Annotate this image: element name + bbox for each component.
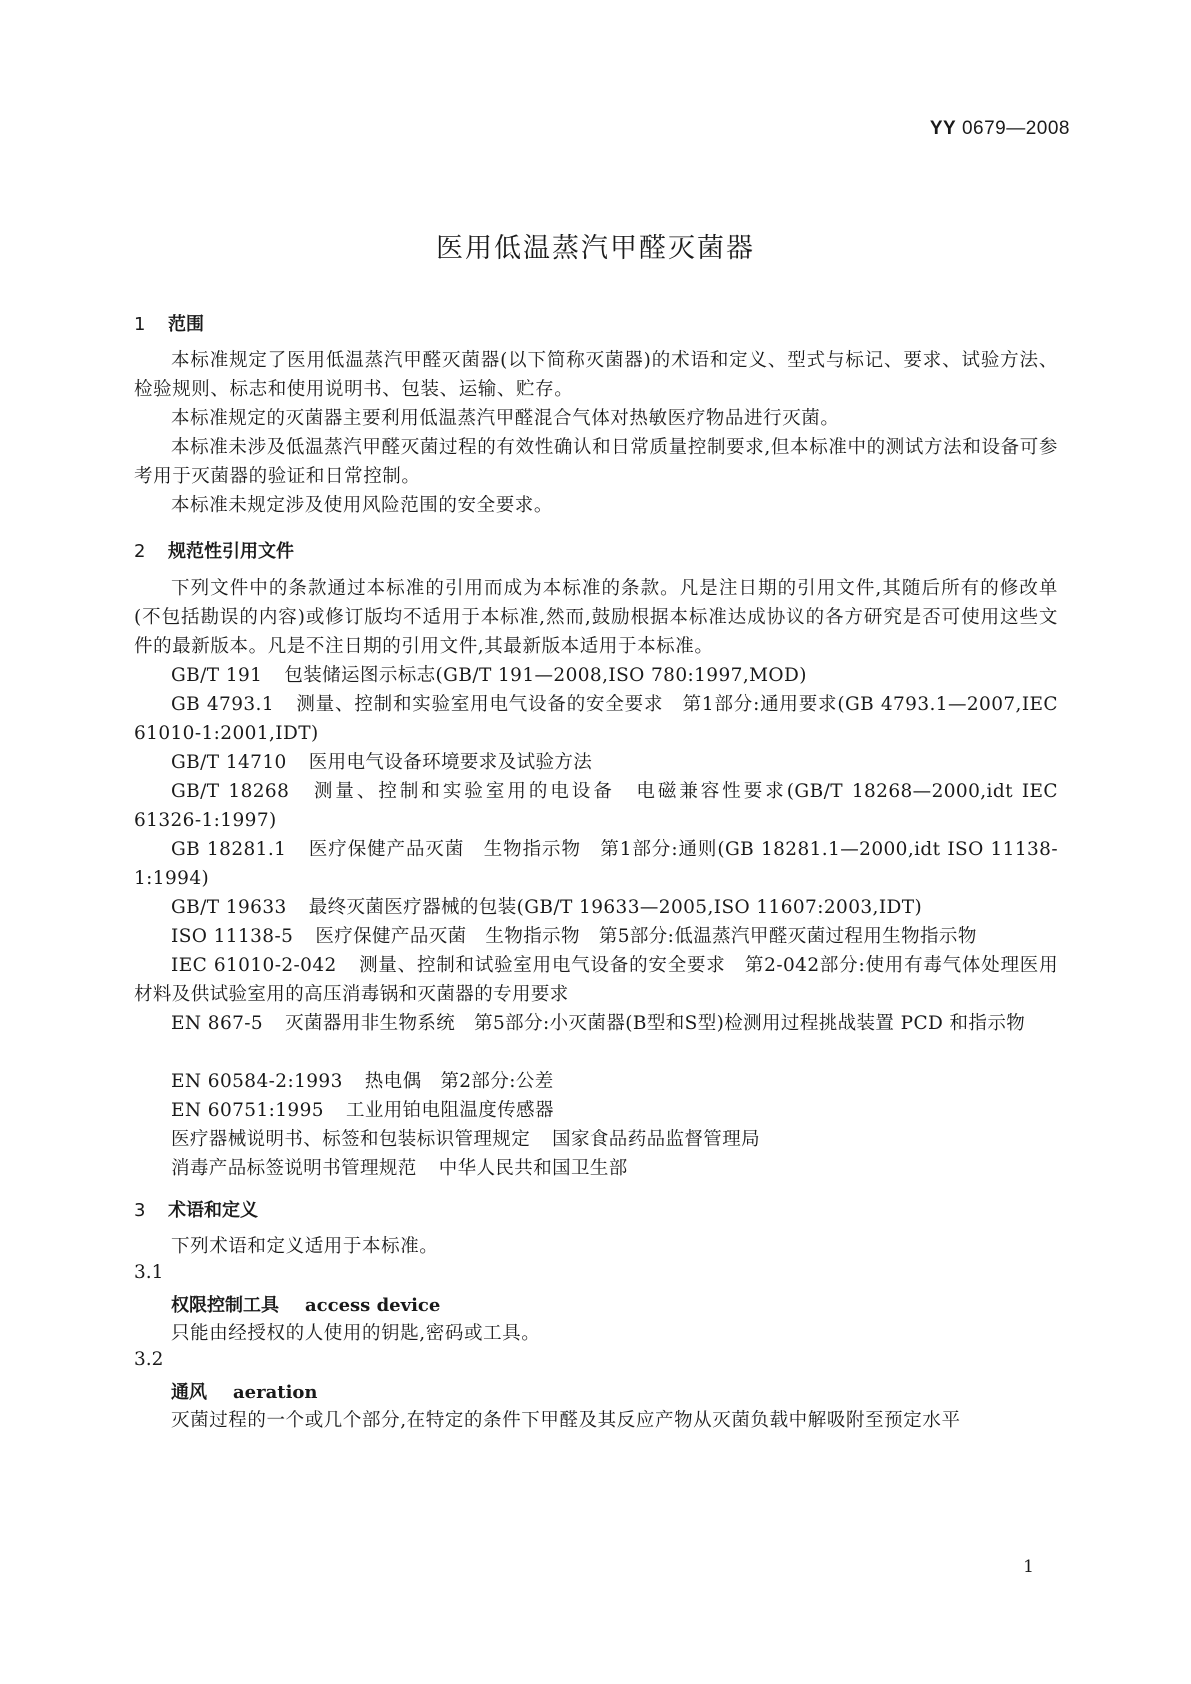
- reference-text: 医用电气设备环境要求及试验方法: [308, 752, 593, 773]
- document-title: 医用低温蒸汽甲醛灭菌器: [436, 233, 755, 264]
- reference-text: 国家食品药品监督管理局: [552, 1129, 761, 1150]
- scope-paragraph: 本标准未规定涉及使用风险范围的安全要求。: [171, 495, 554, 516]
- term-english: access device: [305, 1295, 441, 1316]
- reference-item: [134, 748, 1058, 777]
- reference-code: 消毒产品标签说明书管理规范: [171, 1158, 417, 1179]
- reference-code: GB/T 19633: [171, 897, 287, 918]
- reference-code: GB/T 18268: [171, 781, 290, 802]
- term-chinese: 通风: [171, 1382, 207, 1403]
- references-intro: 下列文件中的条款通过本标准的引用而成为本标准的条款。凡是注日期的引用文件,其随后所有的修改单(不包括勘误的内容)或修订版均不适用于本标准,然而,鼓励根据本标准达成协议的各方研究是否可使用这些文件的最新版本。凡是不注日期的引用文件,其最新版本适用于本标准。: [134, 578, 1058, 657]
- standard-prefix: YY: [929, 118, 957, 139]
- reference-code: 医疗器械说明书、标签和包装标识管理规定: [171, 1129, 531, 1150]
- reference-text: 医疗保健产品灭菌 生物指示物 第5部分:低温蒸汽甲醛灭菌过程用生物指示物: [315, 926, 977, 947]
- section-heading-terms: 3 术语和定义: [134, 1200, 258, 1221]
- term-definition: 只能由经授权的人使用的钥匙,密码或工具。: [171, 1323, 541, 1344]
- reference-text: 热电偶 第2部分:公差: [364, 1071, 554, 1092]
- term-english: aeration: [233, 1382, 318, 1403]
- reference-item: [134, 1067, 1058, 1096]
- scope-paragraph: 本标准规定的灭菌器主要利用低温蒸汽甲醛混合气体对热敏医疗物品进行灭菌。: [171, 408, 840, 429]
- reference-item: [134, 1096, 1058, 1125]
- reference-code: GB 4793.1: [171, 694, 274, 715]
- section-heading-scope: 1 范围: [134, 314, 204, 335]
- term-heading: [171, 1378, 318, 1404]
- term-number: 3.1: [134, 1262, 164, 1283]
- term-heading: [171, 1291, 440, 1317]
- reference-code: GB 18281.1: [171, 839, 287, 860]
- reference-code: ISO 11138-5: [171, 926, 294, 947]
- reference-item: [134, 893, 1058, 922]
- standard-number: [930, 118, 1070, 140]
- reference-text: 中华人民共和国卫生部: [438, 1158, 628, 1179]
- reference-code: GB/T 14710: [171, 752, 287, 773]
- reference-item: [134, 1154, 1058, 1183]
- standard-code: 0679—2008: [961, 118, 1070, 139]
- reference-code: EN 60584-2:1993: [171, 1071, 343, 1092]
- reference-code: EN 867-5: [171, 1013, 264, 1034]
- reference-code: EN 60751:1995: [171, 1100, 324, 1121]
- reference-text: 灭菌器用非生物系统 第5部分:小灭菌器(B型和S型)检测用过程挑战装置 PCD 和指示物: [285, 1013, 1026, 1034]
- reference-item: [134, 777, 1058, 835]
- reference-item: [134, 951, 1058, 1009]
- page-number: 1: [1023, 1557, 1034, 1577]
- reference-item: [134, 922, 1058, 951]
- reference-item: [134, 690, 1058, 748]
- term-chinese: 权限控制工具: [171, 1295, 279, 1316]
- reference-item: [134, 1009, 1058, 1038]
- reference-text: 工业用铂电阻温度传感器: [345, 1100, 554, 1121]
- term-definition: 灭菌过程的一个或几个部分,在特定的条件下甲醛及其反应产物从灭菌负载中解吸附至预定水平: [171, 1410, 961, 1431]
- reference-item: [134, 1125, 1058, 1154]
- reference-item: [134, 835, 1058, 893]
- terms-intro: 下列术语和定义适用于本标准。: [171, 1236, 439, 1257]
- reference-text: 测量、控制和实验室用的电设备 电磁兼容性要求(GB/T 18268—2000,idt IEC 61326-1:1997): [134, 781, 1058, 831]
- reference-text: 医疗保健产品灭菌 生物指示物 第1部分:通则(GB 18281.1—2000,idt ISO 11138-1:1994): [134, 839, 1058, 889]
- section-heading-normative-references: 2 规范性引用文件: [134, 541, 294, 562]
- reference-text: 测量、控制和实验室用电气设备的安全要求 第1部分:通用要求(GB 4793.1—2007,IEC 61010-1:2001,IDT): [134, 694, 1058, 744]
- reference-text: 包装储运图示标志(GB/T 191—2008,ISO 780:1997,MOD): [284, 665, 807, 686]
- reference-code: GB/T 191: [171, 665, 263, 686]
- scope-paragraph: 本标准规定了医用低温蒸汽甲醛灭菌器(以下简称灭菌器)的术语和定义、型式与标记、要求、试验方法、检验规则、标志和使用说明书、包装、运输、贮存。: [134, 350, 1058, 400]
- reference-code: IEC 61010-2-042: [171, 955, 337, 976]
- reference-text: 最终灭菌医疗器械的包装(GB/T 19633—2005,ISO 11607:2003,IDT): [308, 897, 923, 918]
- reference-item: [134, 661, 1058, 690]
- reference-text: 测量、控制和试验室用电气设备的安全要求 第2-042部分:使用有毒气体处理医用材料及供试验室用的高压消毒锅和灭菌器的专用要求: [134, 955, 1058, 1005]
- term-number: 3.2: [134, 1349, 164, 1370]
- scope-paragraph: 本标准未涉及低温蒸汽甲醛灭菌过程的有效性确认和日常质量控制要求,但本标准中的测试方法和设备可参考用于灭菌器的验证和日常控制。: [134, 437, 1058, 487]
